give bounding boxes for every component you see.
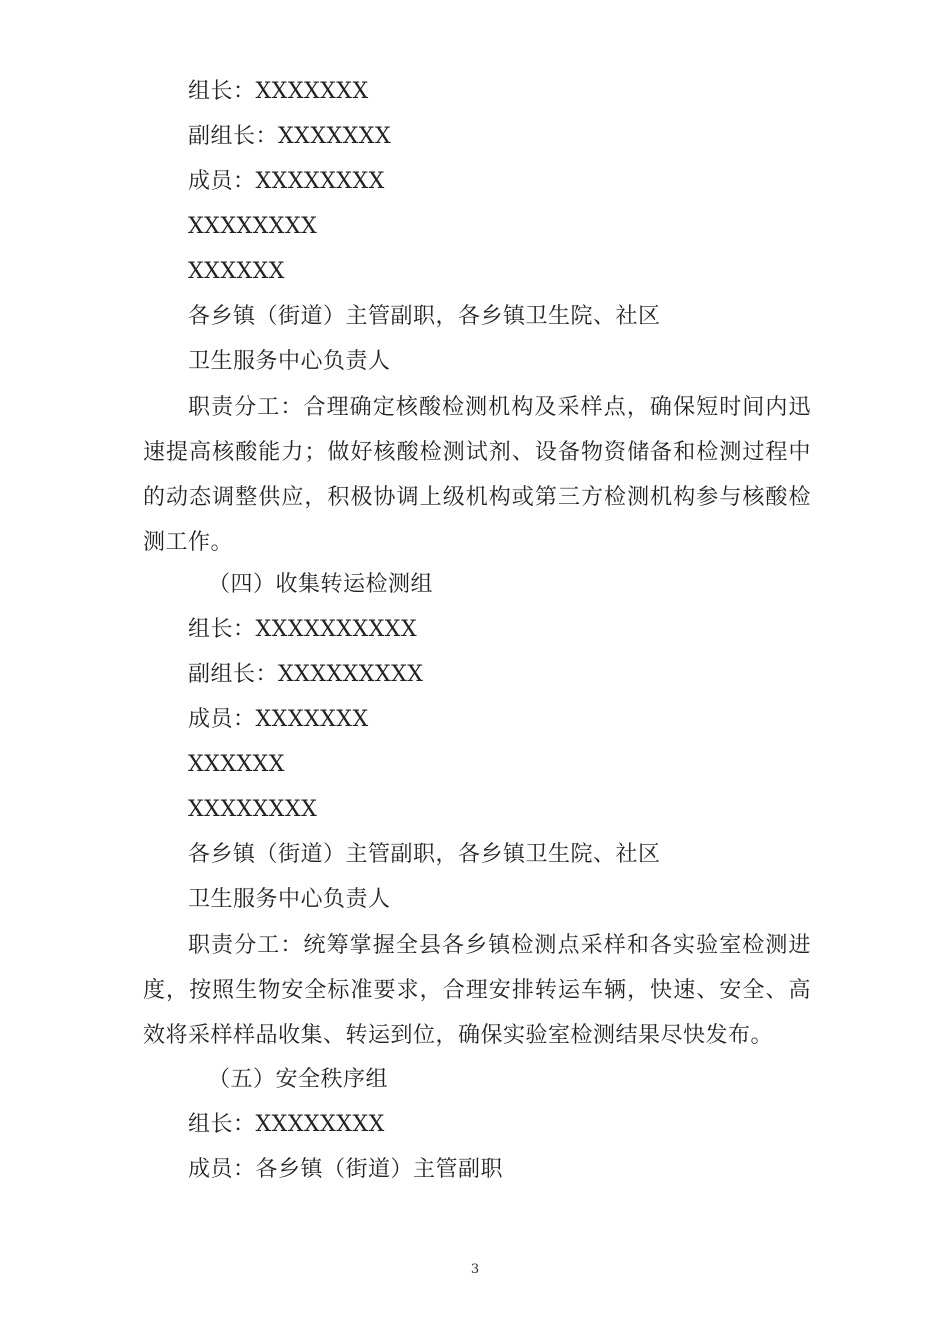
member-units-line: 各乡镇（街道）主管副职，各乡镇卫生院、社区 xyxy=(188,304,661,329)
section-heading: （四）收集转运检测组 xyxy=(208,572,434,597)
duties-paragraph: 职责分工：统筹掌握全县各乡镇检测点采样和各实验室检测进度，按照生物安全标准要求，合理安排转运车辆，快速、安全、高效将采样样品收集、转运到位，确保实验室检测结果尽快发布。 xyxy=(143,933,811,1048)
member-units-line: 各乡镇（街道）主管副职，各乡镇卫生院、社区 xyxy=(188,842,661,867)
page-number: 3 xyxy=(470,1262,480,1277)
member-name-line: XXXXXX xyxy=(188,259,285,284)
member-name-line: XXXXXXXX xyxy=(188,797,318,822)
member-units-line: 卫生服务中心负责人 xyxy=(188,887,391,912)
member-name-line: XXXXXXXX xyxy=(188,214,318,239)
duties-paragraph: 职责分工：合理确定核酸检测机构及采样点，确保短时间内迅速提高核酸能力；做好核酸检测试剂、设备物资储备和检测过程中的动态调整供应，积极协调上级机构或第三方检测机构参与核酸检测工作。 xyxy=(143,395,811,555)
members-line: 成员：XXXXXXXX xyxy=(188,169,385,194)
section-heading: （五）安全秩序组 xyxy=(208,1067,389,1092)
deputy-leader-line: 副组长：XXXXXXX xyxy=(188,124,392,149)
group-leader-line: 组长：XXXXXXXXXX xyxy=(188,617,418,642)
members-line: 成员：XXXXXXX xyxy=(188,707,369,732)
deputy-leader-line: 副组长：XXXXXXXXX xyxy=(188,662,424,687)
members-line: 成员：各乡镇（街道）主管副职 xyxy=(188,1157,504,1182)
group-leader-line: 组长：XXXXXXX xyxy=(188,79,369,104)
member-units-line: 卫生服务中心负责人 xyxy=(188,349,391,374)
group-leader-line: 组长：XXXXXXXX xyxy=(188,1112,385,1137)
member-name-line: XXXXXX xyxy=(188,752,285,777)
